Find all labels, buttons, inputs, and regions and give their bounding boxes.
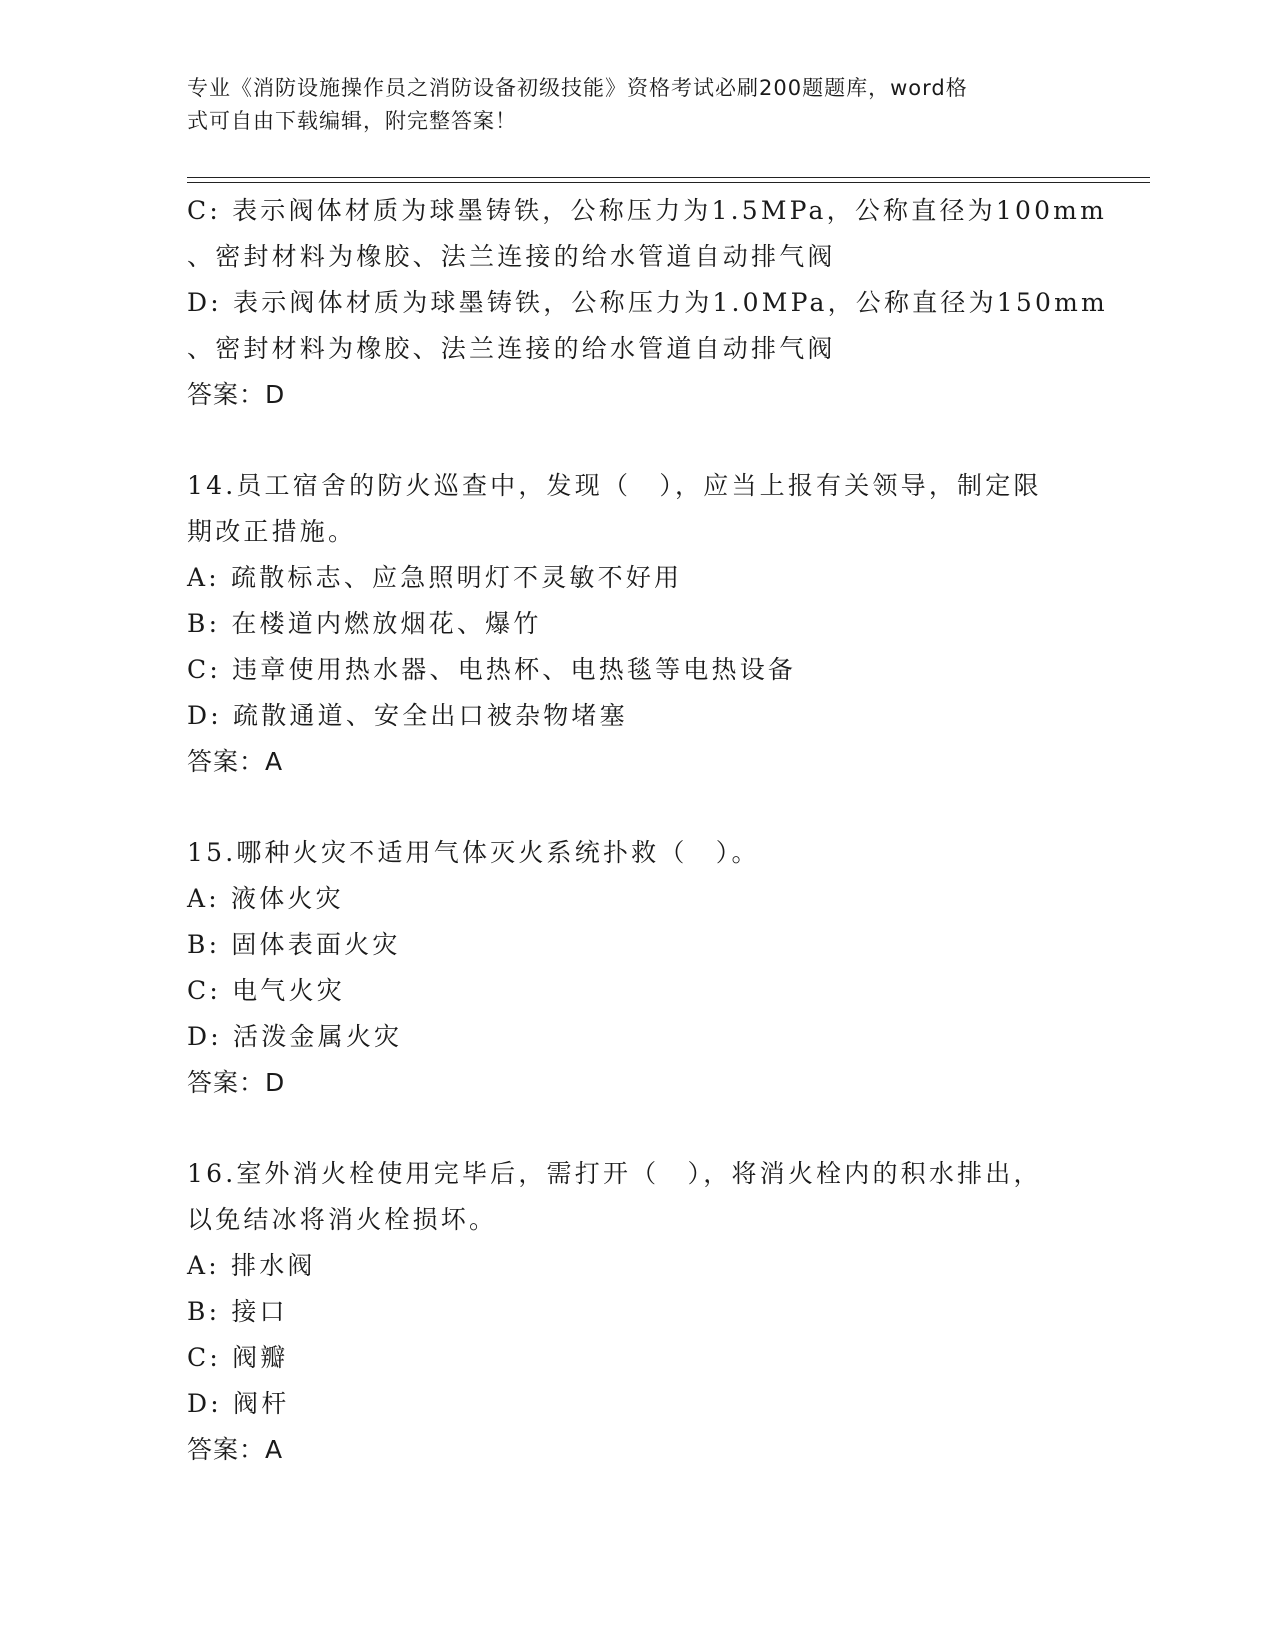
option-d: D: 阀杆: [187, 1389, 290, 1418]
question-16-stem-line-2: 以免结冰将消火栓损坏。: [187, 1205, 498, 1234]
option-c-line-2: 、密封材料为橡胶、法兰连接的给水管道自动排气阀: [187, 242, 836, 271]
option-a: A: 疏散标志、应急照明灯不灵敏不好用: [187, 563, 683, 592]
spacer: [187, 785, 1087, 830]
option-c: C: 电气火灾: [187, 976, 345, 1005]
answer-14: 答案：A: [187, 747, 284, 776]
question-16-stem-line-1: 16.室外消火栓使用完毕后，需打开（ ），将消火栓内的积水排出，: [187, 1159, 1042, 1188]
option-d-line-2: 、密封材料为橡胶、法兰连接的给水管道自动排气阀: [187, 334, 836, 363]
spacer: [187, 418, 1087, 463]
option-a: A: 排水阀: [187, 1251, 316, 1280]
answer-15: 答案：D: [187, 1068, 286, 1097]
spacer: [187, 1106, 1087, 1151]
question-14-stem-line-2: 期改正措施。: [187, 517, 357, 546]
option-d: D: 疏散通道、安全出口被杂物堵塞: [187, 701, 628, 730]
answer-13: 答案：D: [187, 380, 286, 409]
question-16-block: [187, 1151, 1087, 1473]
header-line-2: 式可自由下载编辑，附完整答案！: [187, 109, 517, 133]
document-header: [187, 72, 1067, 138]
option-c: C: 违章使用热水器、电热杯、电热毯等电热设备: [187, 655, 797, 684]
option-c-line-1: C: 表示阀体材质为球墨铸铁，公称压力为1.5MPa，公称直径为100mm: [187, 196, 1107, 225]
question-14-block: [187, 463, 1087, 785]
option-a: A: 液体火灾: [187, 884, 344, 913]
option-b: B: 在楼道内燃放烟花、爆竹: [187, 609, 542, 638]
question-14-stem-line-1: 14.员工宿舍的防火巡查中，发现（ ），应当上报有关领导，制定限: [187, 471, 1042, 500]
answer-16: 答案：A: [187, 1435, 284, 1464]
header-divider-top: [187, 177, 1150, 178]
option-c: C: 阀瓣: [187, 1343, 289, 1372]
question-15-stem: 15.哪种火灾不适用气体灭火系统扑救（ ）。: [187, 838, 760, 867]
header-divider-bottom: [187, 182, 1150, 183]
question-13-block: [187, 188, 1108, 418]
question-15-block: [187, 830, 1087, 1106]
header-line-1: 专业《消防设施操作员之消防设备初级技能》资格考试必刷200题题库，word格: [187, 76, 968, 100]
question-content: [187, 188, 1108, 1473]
option-d: D: 活泼金属火灾: [187, 1022, 403, 1051]
option-b: B: 接口: [187, 1297, 288, 1326]
option-b: B: 固体表面火灾: [187, 930, 401, 959]
option-d-line-1: D: 表示阀体材质为球墨铸铁，公称压力为1.0MPa，公称直径为150mm: [187, 288, 1108, 317]
